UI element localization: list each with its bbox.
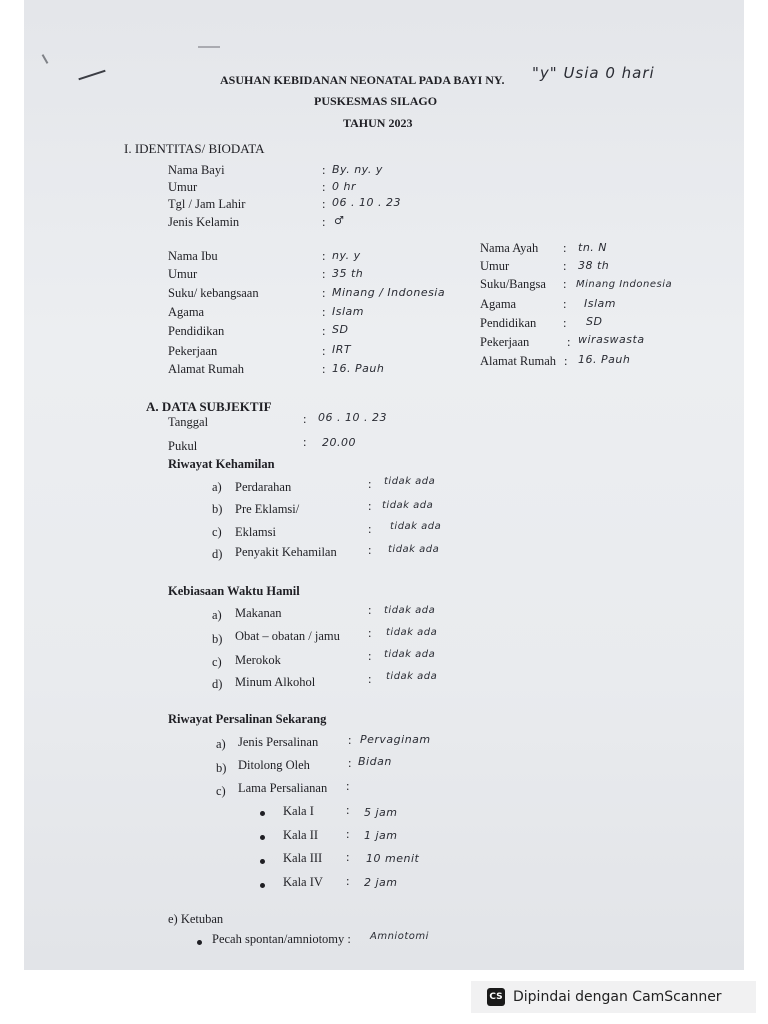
colon: : [567,335,571,349]
value-minum-alkohol: tidak ada [386,671,438,682]
colon: : [368,603,372,617]
value-umur-ibu: 35 th [332,267,364,280]
bullet [260,883,265,888]
heading-riwayat-kehamilan: Riwayat Kehamilan [168,457,275,471]
value-agama-ibu: Islam [332,305,364,318]
colon: : [368,649,372,663]
label-suku-ayah: Suku/Bangsa [480,277,546,291]
item-letter: b) [212,632,223,646]
colon: : [346,779,350,793]
value-pecah-spontan: Amniotomi [370,931,429,942]
document-year: TAHUN 2023 [343,116,413,130]
colon: : [322,324,326,338]
label-agama-ibu: Agama [168,305,205,319]
value-pre-eklamsi: tidak ada [382,500,434,511]
value-pendidikan-ayah: SD [586,315,603,328]
colon: : [368,499,372,513]
section-data-subjektif: A. DATA SUBJEKTIF [146,399,272,414]
colon: : [322,249,326,263]
colon: : [322,286,326,300]
label-obat: Obat – obatan / jamu [235,629,340,643]
value-merokok: tidak ada [384,649,436,660]
camscanner-watermark [471,981,756,1013]
colon: : [346,874,350,888]
camscanner-logo-icon: CS [487,988,505,1006]
value-kala-2: 1 jam [364,829,398,842]
colon: : [368,543,372,557]
colon: : [322,305,326,319]
value-pekerjaan-ibu: IRT [332,343,352,356]
colon: : [563,241,567,255]
value-jenis-kelamin: ♂ [334,214,345,227]
label-pecah-spontan: Pecah spontan/amniotomy : [212,932,351,946]
colon: : [368,522,372,536]
title-handwritten: "y" Usia 0 hari [532,64,655,82]
colon: : [322,362,326,376]
item-letter: a) [216,737,226,751]
label-ketuban: e) Ketuban [168,912,224,926]
label-minum-alkohol: Minum Alkohol [235,675,316,689]
item-letter: d) [212,547,223,561]
colon: : [322,267,326,281]
value-jenis-persalinan: Pervaginam [360,733,431,746]
value-pekerjaan-ayah: wiraswasta [578,333,645,346]
colon: : [346,850,350,864]
colon: : [322,344,326,358]
label-kala-4: Kala IV [283,875,323,889]
label-tgl-lahir: Tgl / Jam Lahir [168,197,246,211]
item-letter: a) [212,480,222,494]
colon: : [322,197,326,211]
bullet [260,811,265,816]
bullet [260,835,265,840]
colon: : [322,180,326,194]
label-umur-ayah: Umur [480,259,510,273]
item-letter: a) [212,608,222,622]
value-perdarahan: tidak ada [384,476,436,487]
value-obat: tidak ada [386,627,438,638]
value-kala-4: 2 jam [364,876,398,889]
bullet [197,940,202,945]
label-eklamsi: Eklamsi [235,525,276,539]
colon: : [346,827,350,841]
colon: : [303,412,307,426]
label-pukul: Pukul [168,439,198,453]
colon: : [368,477,372,491]
value-tgl-lahir: 06 . 10 . 23 [332,196,401,209]
document-title: ASUHAN KEBIDANAN NEONATAL PADA BAYI NY. [220,73,505,87]
colon: : [563,316,567,330]
value-kala-3: 10 menit [366,852,420,865]
colon: : [368,626,372,640]
value-pendidikan-ibu: SD [332,323,349,336]
value-suku-ayah: Minang Indonesia [576,279,673,290]
label-pekerjaan-ayah: Pekerjaan [480,335,530,349]
label-penyakit-kehamilan: Penyakit Kehamilan [235,545,337,559]
item-letter: c) [212,525,222,539]
value-ditolong-oleh: Bidan [358,755,392,768]
document-subtitle: PUSKESMAS SILAGO [314,94,438,108]
value-pukul: 20.00 [322,436,356,449]
label-merokok: Merokok [235,653,281,667]
value-umur-ayah: 38 th [578,259,610,272]
colon: : [564,354,568,368]
value-kala-1: 5 jam [364,806,398,819]
colon: : [563,297,567,311]
label-pendidikan-ibu: Pendidikan [168,324,225,338]
label-ditolong-oleh: Ditolong Oleh [238,758,310,772]
colon: : [348,733,352,747]
value-alamat-ibu: 16. Pauh [332,362,385,375]
label-tanggal: Tanggal [168,415,209,429]
value-nama-bayi: By. ny. y [332,163,383,176]
label-umur-ibu: Umur [168,267,198,281]
label-alamat-ibu: Alamat Rumah [168,362,245,376]
value-eklamsi: tidak ada [390,521,442,532]
label-pre-eklamsi: Pre Eklamsi/ [235,502,300,516]
colon: : [368,672,372,686]
colon: : [322,163,326,177]
colon: : [348,756,352,770]
camscanner-text: Dipindai dengan CamScanner [513,989,722,1005]
label-jenis-persalinan: Jenis Persalinan [238,735,319,749]
item-letter: b) [216,761,227,775]
label-alamat-ayah: Alamat Rumah [480,354,557,368]
value-penyakit-kehamilan: tidak ada [388,544,440,555]
value-suku-ibu: Minang / Indonesia [332,286,446,299]
heading-persalinan: Riwayat Persalinan Sekarang [168,712,327,726]
value-nama-ibu: ny. y [332,249,361,262]
pen-mark [198,46,220,48]
value-makanan: tidak ada [384,605,436,616]
label-perdarahan: Perdarahan [235,480,292,494]
label-pendidikan-ayah: Pendidikan [480,316,537,330]
label-nama-ibu: Nama Ibu [168,249,218,263]
heading-kebiasaan: Kebiasaan Waktu Hamil [168,584,300,598]
label-nama-ayah: Nama Ayah [480,241,539,255]
value-umur-bayi: 0 hr [332,180,356,193]
bullet [260,859,265,864]
value-alamat-ayah: 16. Pauh [578,353,631,366]
label-kala-2: Kala II [283,828,319,842]
label-nama-bayi: Nama Bayi [168,163,225,177]
colon: : [563,259,567,273]
colon: : [346,803,350,817]
label-umur-bayi: Umur [168,180,198,194]
label-kala-3: Kala III [283,851,323,865]
label-pekerjaan-ibu: Pekerjaan [168,344,218,358]
label-jenis-kelamin: Jenis Kelamin [168,215,240,229]
item-letter: c) [216,784,226,798]
item-letter: b) [212,502,223,516]
colon: : [322,215,326,229]
section-identitas: I. IDENTITAS/ BIODATA [124,141,265,156]
item-letter: c) [212,655,222,669]
label-lama-persalinan: Lama Persalianan [238,781,328,795]
value-tanggal: 06 . 10 . 23 [318,411,387,424]
colon: : [303,435,307,449]
item-letter: d) [212,677,223,691]
label-kala-1: Kala I [283,804,314,818]
value-nama-ayah: tn. N [578,241,608,254]
value-agama-ayah: Islam [584,297,616,310]
label-suku-ibu: Suku/ kebangsaan [168,286,259,300]
label-agama-ayah: Agama [480,297,517,311]
label-makanan: Makanan [235,606,282,620]
colon: : [563,277,567,291]
